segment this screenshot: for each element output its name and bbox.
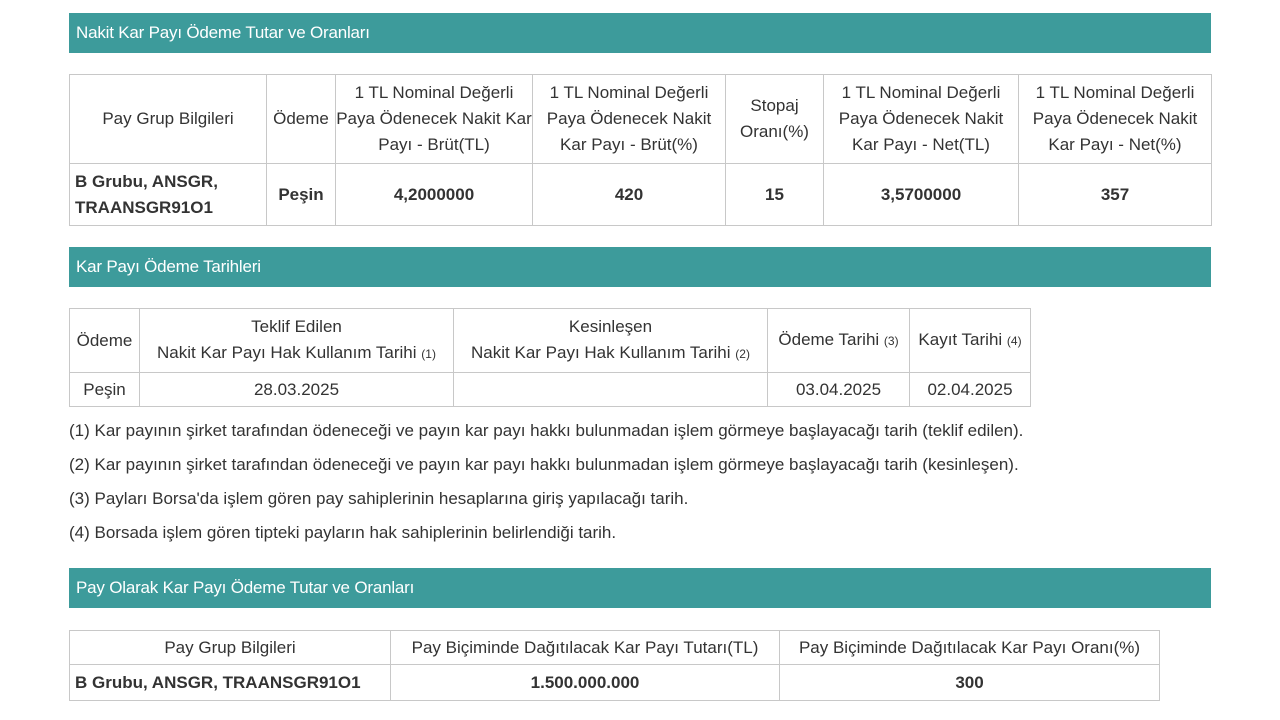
col-header-final-date (454, 309, 768, 373)
table-header-row (70, 75, 1212, 164)
final-date-ref: (2) (735, 347, 750, 361)
cell-net-pct: 357 (1019, 164, 1212, 226)
final-date-label: Nakit Kar Payı Hak Kullanım Tarihi (471, 343, 731, 362)
proposed-date-line2 (140, 340, 453, 367)
footnote-4: (4) Borsada işlem gören tipteki payların hak sahiplerinin belirlendiği tarih. (69, 523, 617, 542)
proposed-date-ref: (1) (421, 347, 436, 361)
cell-gross-tl: 4,2000000 (336, 164, 533, 226)
col-header-net-tl: 1 TL Nominal Değerli Paya Ödenecek Nakit Kar Payı - Net(TL) (824, 75, 1019, 164)
cell-proposed-date: 28.03.2025 (140, 373, 454, 407)
col-header-gross-tl: 1 TL Nominal Değerli Paya Ödenecek Nakit Kar Payı - Brüt(TL) (336, 75, 533, 164)
table-header-row (70, 631, 1160, 665)
col-header-proposed-date (140, 309, 454, 373)
cell-payment-date: 03.04.2025 (768, 373, 910, 407)
col-header-gross-pct: 1 TL Nominal Değerli Paya Ödenecek Nakit Kar Payı - Brüt(%) (533, 75, 726, 164)
cell-stock-rate: 300 (780, 665, 1160, 701)
cell-group-info: B Grubu, ANSGR, TRAANSGR91O1 (70, 665, 391, 701)
cell-payment: Peşin (70, 373, 140, 407)
cell-withholding-rate: 15 (726, 164, 824, 226)
section-title-cash-dividend: Nakit Kar Payı Ödeme Tutar ve Oranları (69, 13, 1211, 53)
payment-date-label: Ödeme Tarihi (778, 330, 880, 349)
cell-payment: Peşin (267, 164, 336, 226)
section-title-stock-dividend: Pay Olarak Kar Payı Ödeme Tutar ve Oranları (69, 568, 1211, 608)
final-date-line1: Kesinleşen (568, 317, 653, 336)
cash-dividend-table (69, 74, 1212, 226)
col-header-group-info: Pay Grup Bilgileri (70, 631, 391, 665)
table-header-row (70, 309, 1031, 373)
payment-dates-table (69, 308, 1031, 407)
proposed-date-line1: Teklif Edilen (251, 317, 342, 336)
proposed-date-label: Nakit Kar Payı Hak Kullanım Tarihi (157, 343, 417, 362)
col-header-stock-rate: Pay Biçiminde Dağıtılacak Kar Payı Oranı(%) (780, 631, 1160, 665)
footnotes (69, 418, 1211, 554)
section-title-payment-dates: Kar Payı Ödeme Tarihleri (69, 247, 1211, 287)
stock-dividend-table (69, 630, 1160, 701)
cell-final-date (454, 373, 768, 407)
cell-gross-pct: 420 (533, 164, 726, 226)
cell-group-info: B Grubu, ANSGR, TRAANSGR91O1 (70, 164, 267, 226)
footnote-2: (2) Kar payının şirket tarafından ödeneceği ve payın kar payı hakkı bulunmadan işlem görmeye başlayacağı tarih (kesinleşen). (69, 455, 1019, 474)
col-header-payment: Ödeme (70, 309, 140, 373)
col-header-group-info: Pay Grup Bilgileri (70, 75, 267, 164)
cell-stock-amount: 1.500.000.000 (391, 665, 780, 701)
table-row (70, 373, 1031, 407)
payment-date-ref: (3) (883, 334, 899, 348)
table-row (70, 164, 1212, 226)
cell-net-tl: 3,5700000 (824, 164, 1019, 226)
table-row (70, 665, 1160, 701)
record-date-ref: (4) (1006, 334, 1022, 348)
col-header-record-date (910, 309, 1031, 373)
col-header-net-pct: 1 TL Nominal Değerli Paya Ödenecek Nakit Kar Payı - Net(%) (1019, 75, 1212, 164)
col-header-payment: Ödeme (267, 75, 336, 164)
col-header-withholding-rate: Stopaj Oranı(%) (726, 75, 824, 164)
footnote-3: (3) Payları Borsa'da işlem gören pay sahiplerinin hesaplarına giriş yapılacağı tarih. (69, 489, 689, 508)
col-header-payment-date (768, 309, 910, 373)
footnote-1: (1) Kar payının şirket tarafından ödeneceği ve payın kar payı hakkı bulunmadan işlem görmeye başlayacağı tarih (teklif edilen). (69, 421, 1024, 440)
record-date-label: Kayıt Tarihi (918, 330, 1003, 349)
cell-record-date: 02.04.2025 (910, 373, 1031, 407)
col-header-stock-amount: Pay Biçiminde Dağıtılacak Kar Payı Tutarı(TL) (391, 631, 780, 665)
final-date-line2 (454, 340, 767, 367)
